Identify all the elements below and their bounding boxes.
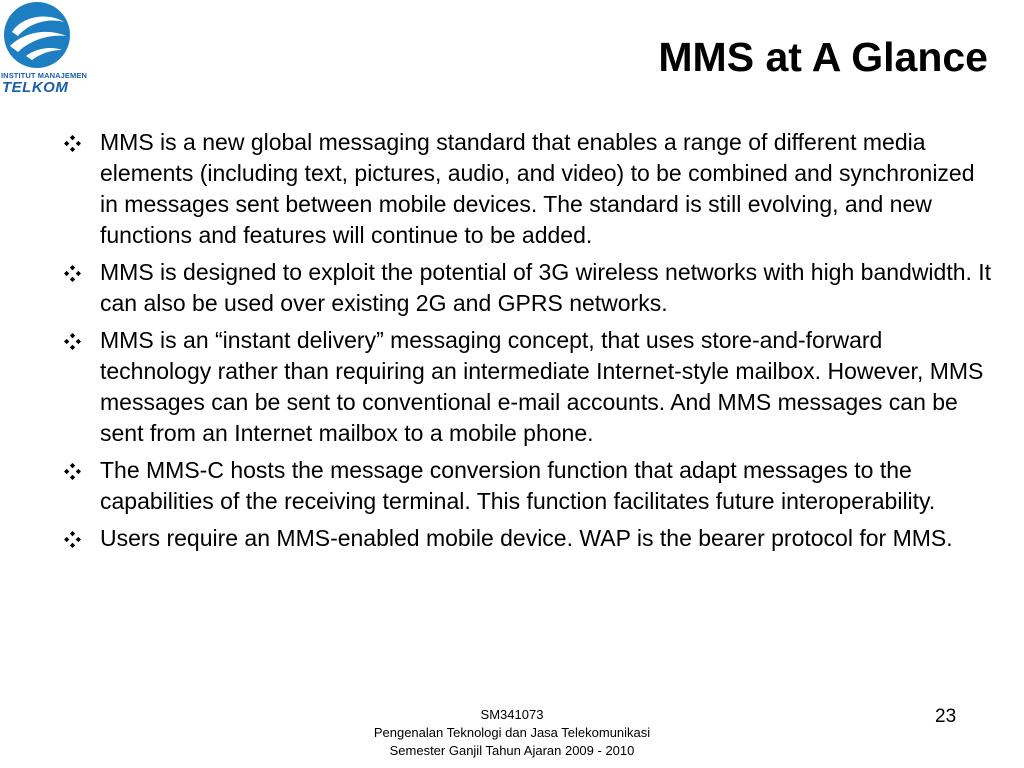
four-diamond-bullet-icon <box>64 135 81 152</box>
four-diamond-bullet-icon <box>64 265 81 282</box>
logo-line-telkom: TELKOM <box>2 79 69 96</box>
slide-title: MMS at A Glance <box>658 34 988 80</box>
bullet-text: The MMS-C hosts the message conversion function that adapt messages to the capabilities of the receiving terminal. This function facilitates future interoperability. <box>100 457 936 514</box>
four-diamond-bullet-icon <box>64 463 81 480</box>
footer <box>300 706 724 760</box>
telkom-logo-icon <box>4 2 70 68</box>
bullet-item <box>62 257 994 319</box>
bullet-text: MMS is a new global messaging standard that enables a range of different media elements (including text, pictures, audio, and video) to be combined and synchronized in messages sent between mobile devices. The standard is still evolving, and new functions and features will continue to be added. <box>100 129 975 248</box>
footer-course-name: Pengenalan Teknologi dan Jasa Telekomunikasi <box>373 725 651 740</box>
bullet-text: MMS is an “instant delivery” messaging concept, that uses store-and-forward technology rather than requiring an intermediate Internet-style mailbox. However, MMS messages can be sent to conventional e-mail accounts. And MMS messages can be sent from an Internet mailbox to a mobile phone. <box>100 327 984 446</box>
bullet-item <box>62 523 994 554</box>
bullet-item <box>62 127 994 251</box>
logo-line-institut: INSTITUT MANAJEMEN <box>1 71 87 80</box>
bullet-list <box>62 127 994 560</box>
bullet-item <box>62 325 994 449</box>
footer-course-code: SM341073 <box>480 707 544 722</box>
four-diamond-bullet-icon <box>64 333 81 350</box>
bullet-text: MMS is designed to exploit the potential of 3G wireless networks with high bandwidth. It can also be used over existing 2G and GPRS networks. <box>100 259 992 316</box>
footer-semester: Semester Ganjil Tahun Ajaran 2009 - 2010 <box>389 743 635 758</box>
institution-logo <box>0 0 87 98</box>
bullet-item <box>62 455 994 517</box>
page-number: 23 <box>935 706 957 727</box>
four-diamond-bullet-icon <box>64 531 81 548</box>
bullet-text: Users require an MMS-enabled mobile device. WAP is the bearer protocol for MMS. <box>100 525 953 551</box>
